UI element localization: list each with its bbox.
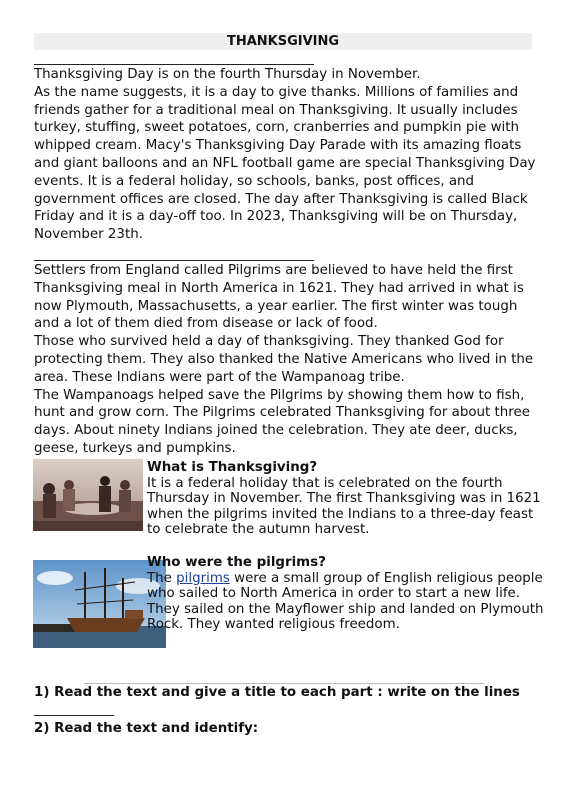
question-2: 2) Read the text and identify: bbox=[34, 721, 259, 736]
page-title: THANKSGIVING bbox=[34, 33, 532, 50]
box-text: It is a federal holiday that is celebrated on the fourth Thursday in November. The first Thanksgiving was in 1621 when the pilgrims invited the Indians to a three-day feast to celebrate the autumn harvest. bbox=[147, 475, 541, 538]
part1-paragraph: As the name suggests, it is a day to give thanks. Millions of families and friends gather for a traditional meal on Thanksgiving. It usually includes turkey, stuffing, sweet potatoes, corn, cranberries and pumpkin pie with whipped cream. Macy's Thanksgiving Day Parade with its amazing floats and giant balloons and an NFL football game are special Thanksgiving Day events. It is a federal holiday, so schools, banks, post offices, and government offices are closed. The day after Thanksgiving is called Black Friday and it is a day-off too. In 2023, Thanksgiving will be on Thursday, November 23th. bbox=[34, 84, 536, 243]
part2-text bbox=[34, 262, 539, 458]
box-text bbox=[147, 571, 545, 633]
answer-line[interactable] bbox=[34, 715, 114, 716]
part2-paragraph: The Wampanoags helped save the Pilgrims by showing them how to fish, hunt and grow corn. The Pilgrims celebrated Thanksgiving for about three days. About ninety Indians joined the celebration. They ate deer, ducks, geese, turkeys and pumpkins. bbox=[34, 387, 530, 456]
part2-paragraph: Settlers from England called Pilgrims are believed to have held the first Thanksgiving meal in North America in 1621. They had arrived in what is now Plymouth, Massachusetts, a year earlier. The first winter was tough and a lot of them died from disease or lack of food. bbox=[34, 263, 524, 332]
first-thanksgiving-painting bbox=[33, 459, 143, 531]
pilgrims-link[interactable]: pilgrims bbox=[176, 570, 230, 586]
title-line-part1[interactable] bbox=[34, 64, 314, 65]
title-line-part2[interactable] bbox=[34, 260, 314, 261]
box-heading: Who were the pilgrims? bbox=[147, 555, 326, 570]
part2-paragraph: Those who survived held a day of thanksgiving. They thanked God for protecting them. They also thanked the Native Americans who lived in the area. These Indians were part of the Wampanoag tribe. bbox=[34, 334, 534, 385]
separator-line bbox=[84, 683, 484, 684]
who-were-the-pilgrims-box bbox=[147, 555, 545, 633]
box-text-start: The bbox=[147, 570, 177, 586]
part1-text bbox=[34, 66, 539, 244]
question-1: 1) Read the text and give a title to each part : write on the lines bbox=[34, 685, 520, 700]
box-heading: What is Thanksgiving? bbox=[147, 460, 318, 475]
what-is-thanksgiving-box bbox=[147, 460, 545, 538]
box-text-end: were a small group of English religious people who sailed to North America in order to start a new life. They sailed on the Mayflower ship and landed on Plymouth Rock. They wanted religious freedom. bbox=[147, 570, 544, 633]
part1-paragraph: Thanksgiving Day is on the fourth Thursday in November. bbox=[34, 67, 421, 82]
